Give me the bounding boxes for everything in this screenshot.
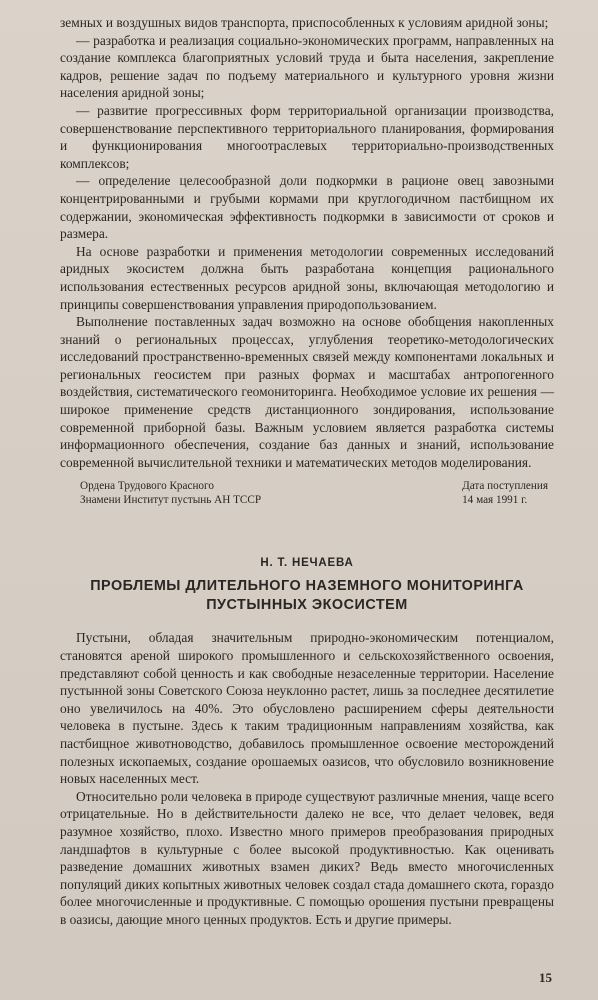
article-paragraph-1: Пустыни, обладая значительным природно-экономическим потенциалом, становятся ареной широкого промышленного и сельскохозяйственного освоения, представляют собой ценность и как свободные незаселенные территории. Население пустынной зоны Советского Союза неуклонно растет, лишь за последнее десятилетие оно увеличилось на 40%. Это обусловлено расширением сферы деятельности человека в пустыне. Здесь к таким традиционным направлениям хозяйства, как пастбищное животноводство, добавилось промышленное освоение месторождений полезных ископаемых, создание орошаемых оазисов, что обусловило возникновение новых населенных мест. [60, 630, 554, 787]
upper-paragraph-6: Выполнение поставленных задач возможно на основе обобщения накопленных знаний о региональных процессах, углубления теоретико-методологических исследований пространственно-временных связей между компонентами локальных и региональных геосистем при разных формах и масштабах антропогенного воздействия, систематического геомониторинга. Необходимое условие их решения — широкое применение средств дистанционного зондирования, использование современной приборной базы. Важным условием является разработка системы информационного обеспечения, создание баз данных и знаний, использование современной вычислительной техники и математических методов моделирования. [60, 314, 554, 470]
upper-paragraph-4: — определение целесообразной доли подкормки в рационе овец завозными концентрированными и грубыми кормами при круглогодичном пастбищном их содержании, экономическая эффективность подкормки в зависимости от сроков и размера. [60, 173, 554, 242]
page-number: 15 [539, 970, 552, 985]
institute-affiliation [64, 479, 261, 507]
institute-line-2: Знамени Институт пустынь АН ТССР [80, 494, 262, 507]
article-paragraph-2: Относительно роли человека в природе существуют различные мнения, чаще всего отрицательные. Но в действительности далеко не все, что делает человек, ведя разумное хозяйство, плохо. Известно много примеров преобразования природных ландшафтов в культурные с более высокой продуктивностью. Как оценивать разведение домашних животных взамен диких? Ведь вместо многочисленных популяций диких копытных животных человек создал стада домашнего скота, гораздо более многочисленные и продуктивные. С помощью орошения пустыни превращены в оазисы, дающие много ценных продуктов. Есть и другие примеры. [60, 788, 554, 927]
article-author: Н. Т. НЕЧАЕВА [260, 557, 354, 570]
title-line-1: ПРОБЛЕМЫ ДЛИТЕЛЬНОГО НАЗЕМНОГО МОНИТОРИНГА [90, 578, 524, 595]
upper-paragraph-2: — разработка и реализация социально-экономических программ, направленных на создание комплекса благоприятных условий труда и быта населения, закрепление кадров, решение задач по подъему материального и культурного уровня жизни населения аридной зоны; [60, 32, 554, 101]
received-date [462, 479, 554, 507]
upper-paragraph-3: — развитие прогрессивных форм территориальной организации производства, совершенствование перспективного территориального планирования, формирования и функционирования многоотраслевых территориально-производственных комплексов; [60, 102, 554, 171]
article-title [60, 577, 554, 615]
title-line-2: ПУСТЫННЫХ ЭКОСИСТЕМ [206, 597, 408, 614]
date-line-1: Дата поступления [462, 480, 548, 493]
signature-block [60, 479, 554, 507]
upper-paragraph-5: На основе разработки и применения методологии современных исследований аридных экосистем должна быть разработана концепция рационального использования естественных ресурсов аридной зоны, включающая методологию и принципы совершенствования управления природопользованием. [60, 243, 554, 312]
upper-paragraph-1: земных и воздушных видов транспорта, приспособленных к условиям аридной зоны; [60, 15, 549, 30]
institute-line-1: Ордена Трудового Красного [80, 480, 214, 493]
date-line-2: 14 мая 1991 г. [462, 494, 528, 507]
